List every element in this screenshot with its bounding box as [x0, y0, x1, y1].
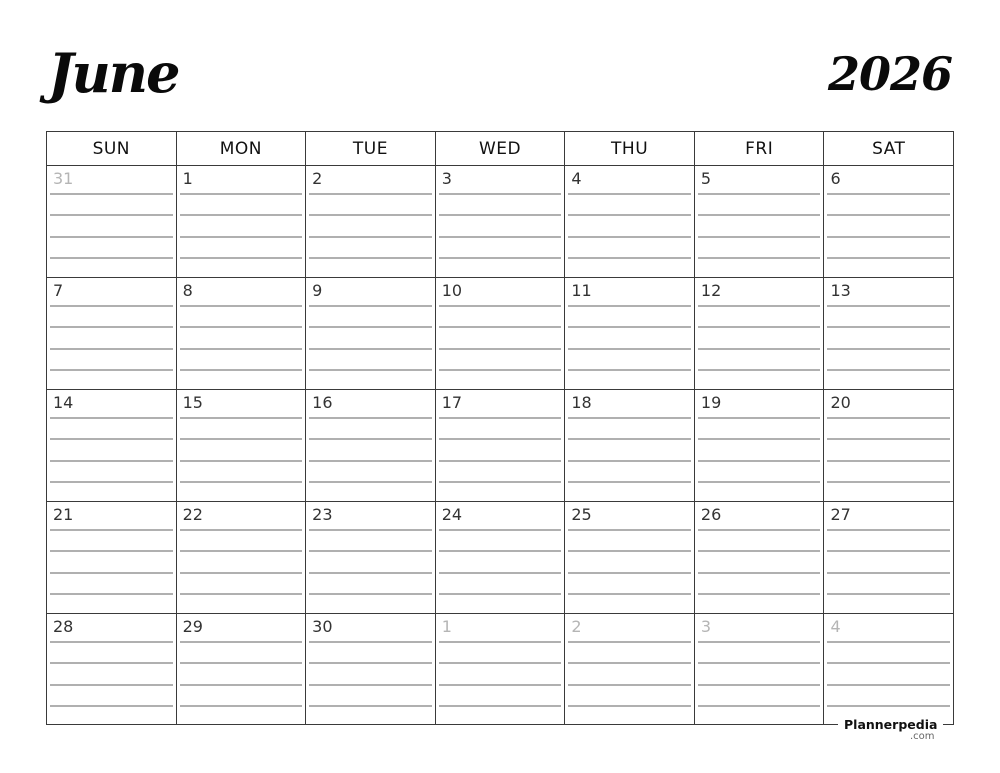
day-cell[interactable]	[47, 278, 177, 389]
day-cell[interactable]	[824, 502, 953, 613]
writing-line	[50, 684, 173, 686]
day-cell[interactable]	[436, 390, 566, 501]
writing-line	[309, 572, 432, 574]
day-cell[interactable]	[695, 390, 825, 501]
writing-line	[309, 460, 432, 462]
writing-line	[180, 572, 303, 574]
writing-line	[180, 641, 303, 643]
writing-line	[698, 193, 821, 195]
day-number: 18	[571, 393, 592, 412]
writing-line	[827, 417, 950, 419]
day-number: 21	[53, 505, 74, 524]
writing-line	[309, 326, 432, 328]
day-number: 8	[182, 281, 193, 300]
day-cell[interactable]	[436, 614, 566, 724]
writing-line	[439, 550, 562, 552]
writing-line	[568, 348, 691, 350]
writing-line	[309, 550, 432, 552]
writing-line	[439, 705, 562, 707]
writing-line	[568, 684, 691, 686]
day-cell[interactable]	[436, 278, 566, 389]
writing-line	[827, 593, 950, 595]
writing-line	[827, 529, 950, 531]
day-number: 26	[700, 505, 722, 524]
writing-line	[827, 236, 950, 238]
day-cell[interactable]	[177, 614, 307, 724]
writing-line	[568, 705, 691, 707]
writing-line	[568, 257, 691, 259]
day-number: 2	[312, 169, 323, 188]
writing-line	[180, 348, 303, 350]
writing-line	[309, 481, 432, 483]
writing-line	[827, 193, 950, 195]
day-cell[interactable]	[695, 614, 825, 724]
writing-line	[568, 369, 691, 371]
writing-line	[568, 305, 691, 307]
writing-line	[180, 417, 303, 419]
writing-line	[180, 193, 303, 195]
writing-line	[827, 460, 950, 462]
writing-line	[568, 481, 691, 483]
writing-line	[439, 236, 562, 238]
brand-logo: Plannerpedia	[838, 717, 943, 733]
writing-line	[439, 369, 562, 371]
writing-line	[309, 705, 432, 707]
writing-line	[180, 481, 303, 483]
day-number: 23	[312, 505, 333, 524]
day-cell[interactable]	[306, 502, 436, 613]
day-cell[interactable]	[306, 166, 436, 277]
writing-line	[439, 438, 562, 440]
writing-line	[180, 214, 303, 216]
writing-line	[180, 369, 303, 371]
day-cell[interactable]	[824, 614, 953, 724]
day-cell[interactable]	[306, 614, 436, 724]
writing-line	[50, 236, 173, 238]
day-cell[interactable]	[436, 502, 566, 613]
writing-line	[827, 305, 950, 307]
day-cell[interactable]	[306, 278, 436, 389]
day-number: 19	[700, 393, 722, 412]
day-number-other-month: 4	[830, 617, 841, 636]
writing-line	[698, 662, 821, 664]
writing-line	[568, 572, 691, 574]
writing-line	[698, 438, 821, 440]
writing-line	[180, 326, 303, 328]
day-number: 14	[53, 393, 74, 412]
writing-line	[439, 193, 562, 195]
writing-line	[568, 326, 691, 328]
writing-line	[698, 641, 821, 643]
writing-line	[568, 438, 691, 440]
writing-line	[827, 572, 950, 574]
writing-line	[439, 417, 562, 419]
day-number-other-month: 31	[53, 169, 74, 188]
day-cell[interactable]	[565, 166, 695, 277]
writing-line	[439, 326, 562, 328]
writing-line	[698, 529, 821, 531]
day-cell[interactable]	[436, 166, 566, 277]
writing-line	[309, 348, 432, 350]
writing-line	[827, 369, 950, 371]
week-row	[47, 390, 953, 502]
writing-line	[698, 460, 821, 462]
writing-line	[50, 705, 173, 707]
writing-line	[698, 684, 821, 686]
day-number: 6	[830, 169, 841, 188]
writing-line	[568, 214, 691, 216]
writing-line	[180, 529, 303, 531]
day-cell[interactable]	[306, 390, 436, 501]
writing-line	[309, 193, 432, 195]
writing-line	[180, 705, 303, 707]
writing-line	[827, 662, 950, 664]
day-number: 20	[830, 393, 851, 412]
day-number-other-month: 2	[571, 617, 582, 636]
day-number: 29	[182, 617, 203, 636]
day-cell[interactable]	[47, 390, 177, 501]
writing-line	[50, 572, 173, 574]
writing-line	[698, 257, 821, 259]
writing-line	[698, 369, 821, 371]
writing-line	[698, 481, 821, 483]
writing-line	[568, 593, 691, 595]
writing-line	[309, 417, 432, 419]
writing-line	[180, 684, 303, 686]
writing-line	[50, 550, 173, 552]
writing-line	[309, 214, 432, 216]
day-number: 22	[182, 505, 203, 524]
weekday-fri: FRI	[695, 132, 825, 165]
day-cell[interactable]	[695, 278, 825, 389]
day-cell[interactable]	[695, 166, 825, 277]
writing-line	[50, 481, 173, 483]
day-number: 30	[312, 617, 333, 636]
week-row	[47, 278, 953, 390]
writing-line	[698, 705, 821, 707]
writing-line	[827, 348, 950, 350]
writing-line	[568, 460, 691, 462]
writing-line	[698, 417, 821, 419]
day-cell[interactable]	[47, 502, 177, 613]
writing-line	[827, 326, 950, 328]
weekday-wed: WED	[436, 132, 566, 165]
writing-line	[698, 305, 821, 307]
day-cell[interactable]	[177, 166, 307, 277]
writing-line	[439, 641, 562, 643]
day-cell[interactable]	[177, 390, 307, 501]
writing-line	[50, 257, 173, 259]
writing-line	[309, 684, 432, 686]
week-row	[47, 614, 953, 724]
month-title: June	[48, 41, 179, 105]
day-number: 24	[441, 505, 463, 524]
writing-line	[698, 572, 821, 574]
day-cell[interactable]	[47, 166, 177, 277]
day-number: 7	[53, 281, 64, 300]
writing-line	[309, 641, 432, 643]
writing-line	[439, 684, 562, 686]
writing-line	[698, 326, 821, 328]
calendar-body	[47, 166, 953, 724]
day-number: 12	[700, 281, 722, 300]
weekday-tue: TUE	[306, 132, 436, 165]
day-number: 28	[53, 617, 74, 636]
writing-line	[180, 438, 303, 440]
writing-line	[50, 214, 173, 216]
day-number: 16	[312, 393, 333, 412]
writing-line	[50, 326, 173, 328]
weekday-sat: SAT	[872, 139, 906, 159]
writing-line	[309, 369, 432, 371]
writing-line	[50, 193, 173, 195]
writing-line	[568, 529, 691, 531]
writing-line	[568, 417, 691, 419]
writing-line	[439, 305, 562, 307]
day-number: 17	[441, 393, 463, 412]
day-cell[interactable]	[824, 390, 953, 501]
writing-line	[568, 641, 691, 643]
day-number-other-month: 1	[441, 617, 452, 636]
day-number: 10	[441, 281, 463, 300]
writing-line	[439, 481, 562, 483]
writing-line	[309, 438, 432, 440]
weekday-mon: MON	[177, 132, 307, 165]
day-number: 5	[700, 169, 712, 188]
writing-line	[50, 369, 173, 371]
writing-line	[50, 529, 173, 531]
writing-line	[50, 348, 173, 350]
writing-line	[568, 550, 691, 552]
day-cell[interactable]	[565, 614, 695, 724]
writing-line	[180, 257, 303, 259]
day-cell[interactable]	[565, 502, 695, 613]
writing-line	[568, 662, 691, 664]
writing-line	[50, 662, 173, 664]
writing-line	[827, 481, 950, 483]
writing-line	[439, 257, 562, 259]
writing-line	[309, 257, 432, 259]
weekday-sun: SUN	[47, 132, 177, 165]
day-number: 11	[571, 281, 592, 300]
writing-line	[180, 550, 303, 552]
writing-line	[827, 641, 950, 643]
writing-line	[827, 684, 950, 686]
writing-line	[698, 348, 821, 350]
writing-line	[439, 460, 562, 462]
week-row	[47, 166, 953, 278]
writing-line	[439, 348, 562, 350]
writing-line	[309, 305, 432, 307]
brand-suffix: .com	[910, 731, 935, 742]
writing-line	[50, 438, 173, 440]
writing-line	[698, 236, 821, 238]
day-number: 9	[312, 281, 323, 300]
writing-line	[827, 257, 950, 259]
writing-line	[180, 236, 303, 238]
writing-line	[309, 529, 432, 531]
writing-line	[827, 438, 950, 440]
day-cell[interactable]	[824, 278, 953, 389]
day-cell[interactable]	[695, 502, 825, 613]
writing-line	[439, 529, 562, 531]
writing-line	[180, 460, 303, 462]
writing-line	[827, 550, 950, 552]
weekday-thu: THU	[565, 132, 695, 165]
writing-line	[568, 236, 691, 238]
writing-line	[309, 593, 432, 595]
writing-line	[50, 417, 173, 419]
week-row	[47, 502, 953, 614]
writing-line	[439, 593, 562, 595]
day-number: 15	[182, 393, 203, 412]
writing-line	[309, 662, 432, 664]
day-number: 3	[441, 169, 452, 188]
day-cell[interactable]	[177, 278, 307, 389]
day-cell[interactable]	[824, 166, 953, 277]
day-cell[interactable]	[565, 278, 695, 389]
writing-line	[568, 193, 691, 195]
writing-line	[50, 460, 173, 462]
day-number: 25	[571, 505, 592, 524]
writing-line	[50, 641, 173, 643]
writing-line	[439, 662, 562, 664]
day-cell[interactable]	[565, 390, 695, 501]
writing-line	[439, 214, 562, 216]
day-number: 4	[571, 169, 582, 188]
writing-line	[309, 236, 432, 238]
writing-line	[827, 214, 950, 216]
day-number: 1	[182, 169, 193, 188]
year-title: 2026	[827, 47, 952, 101]
writing-line	[698, 214, 821, 216]
weekday-header	[47, 132, 953, 166]
day-number-other-month: 3	[700, 617, 712, 636]
writing-line	[50, 593, 173, 595]
day-number: 27	[830, 505, 851, 524]
writing-line	[698, 550, 821, 552]
writing-line	[180, 593, 303, 595]
writing-line	[698, 593, 821, 595]
day-cell[interactable]	[47, 614, 177, 724]
calendar-grid	[46, 131, 954, 725]
day-number: 13	[830, 281, 851, 300]
writing-line	[180, 662, 303, 664]
writing-line	[827, 705, 950, 707]
writing-line	[180, 305, 303, 307]
day-cell[interactable]	[177, 502, 307, 613]
writing-line	[50, 305, 173, 307]
writing-line	[439, 572, 562, 574]
